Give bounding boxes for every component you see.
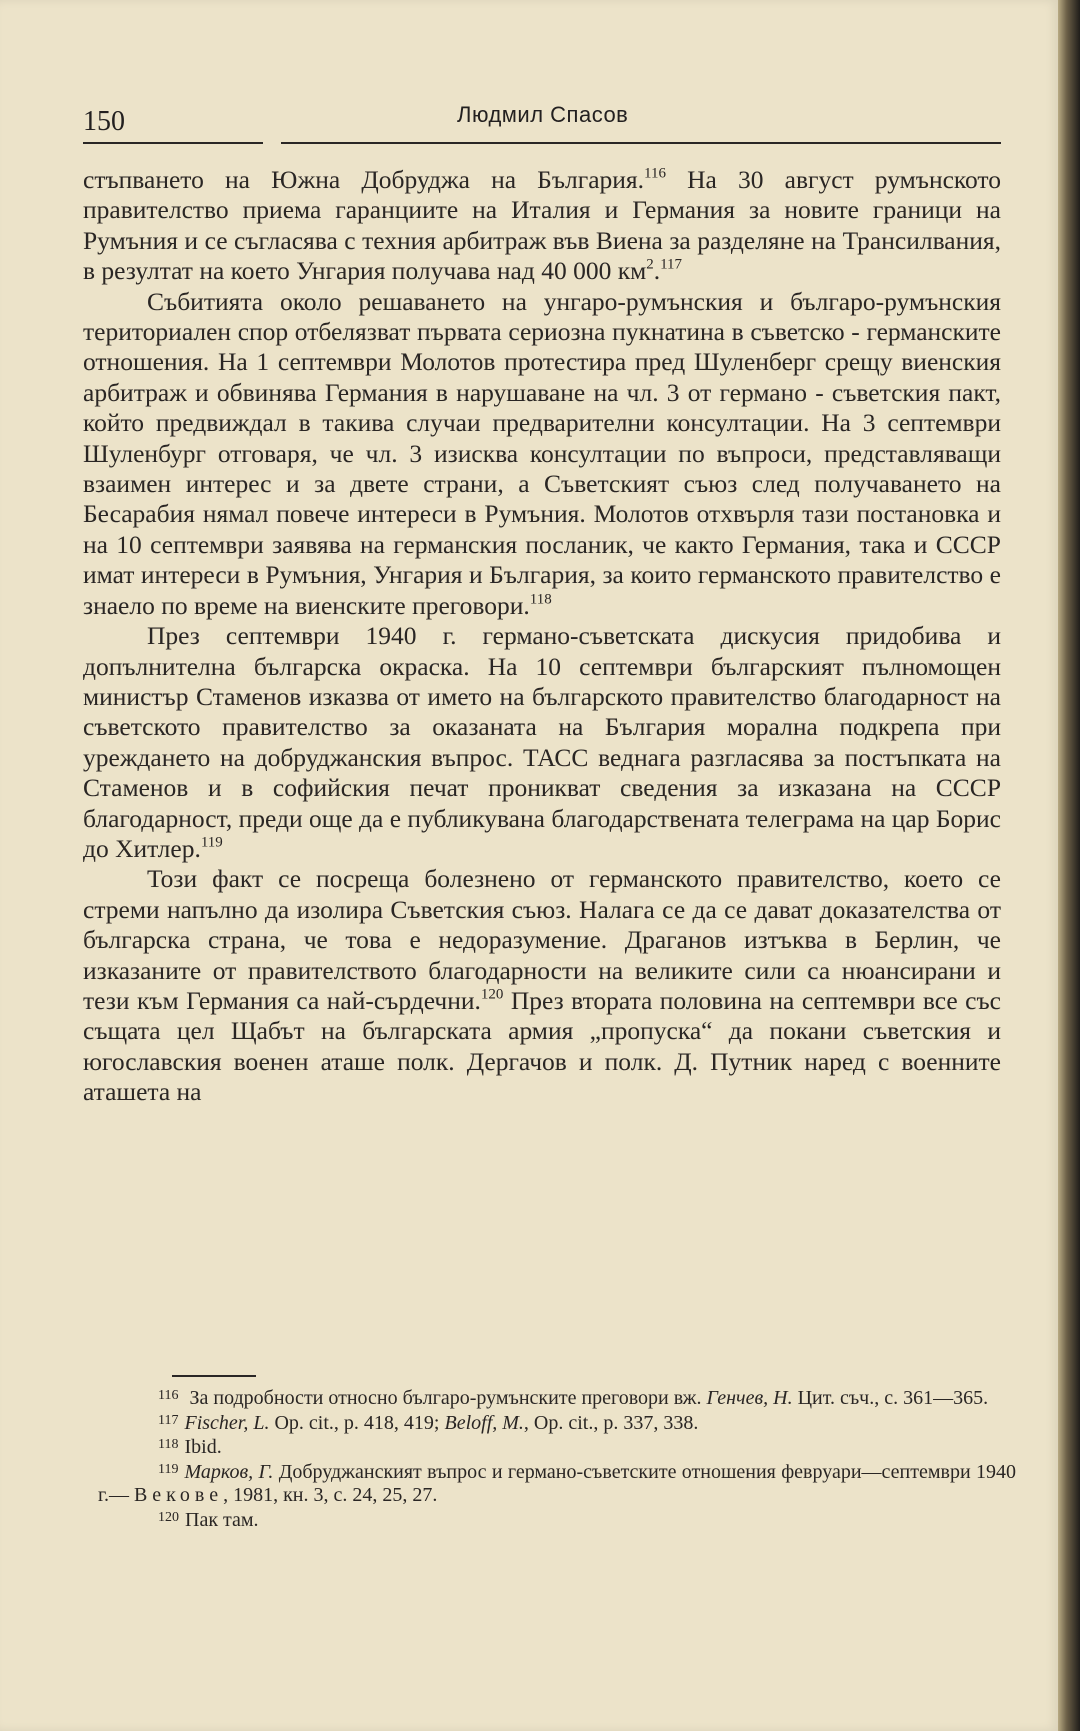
book-binding-edge [1058,0,1080,1731]
footnotes [98,1385,1016,1531]
footnote-text: Ibid. [184,1436,222,1459]
header-rule-right [281,142,1001,144]
footnote-author: Генчев, Н. [706,1386,793,1409]
page-number: 150 [83,106,125,137]
footnote-citation: Op. cit., p. 418, 419; [269,1411,445,1434]
paragraph-4 [83,864,1001,1107]
footnote-119 [98,1459,1016,1506]
footnote-ref-119: 119 [200,834,223,851]
paragraph-1-text-b: На 30 август румънското правителство приема гаранциите на Италия и Германия за новите граници на Румъния и се съгласява с техния арбитраж във Виена за разделяне на Трансилвания, в резултат на което Унгария получава над 40 000 км [83,165,1001,286]
footnote-number: 119 [158,1462,179,1478]
footnote-journal: Векове [133,1483,224,1506]
footnote-separator [172,1375,256,1377]
footnote-ref-116: 116 [644,165,666,182]
paragraph-2 [83,287,1001,621]
footnote-citation: , 1981, кн. 3, с. 24, 25, 27. [223,1483,438,1506]
footnote-120 [98,1507,1016,1532]
page-header [83,98,1001,148]
footnote-text: За подробности относно българо-румънските преговори вж. [184,1386,707,1409]
paragraph-1 [83,165,1001,287]
footnote-number: 118 [158,1437,179,1453]
footnote-116 [98,1385,1016,1410]
footnote-number: 116 [158,1388,179,1403]
footnote-ref-120: 120 [480,986,504,1003]
footnote-author: Beloff, M. [444,1411,524,1434]
footnote-118 [98,1434,1016,1459]
footnote-citation: Цит. съч., с. 361—365. [792,1386,989,1409]
footnote-author: Марков, Г. [184,1460,274,1483]
footnote-number: 120 [158,1509,179,1525]
paragraph-2-text: Събитията около решаването на унгаро-румънския и българо-румънския териториален спор отбелязват първата сериозна пукнатина в съветско - германските отношения. На 1 септември Молотов протестира пред Шуленберг срещу виенския арбитраж и обвинява Германия в нарушаване на чл. 3 от германо - съветския пакт, който предвиждал в такива случаи предварителни консултации. На 3 септември Шуленбург отговаря, че чл. 3 изисква консултации по въпроси, представляващи взаимен интерес и за двете страни, а Съветският съюз след получаването на Бесарабия нямал повече интереси в Румъния. Молотов отхвърля тази постановка и на 10 септември заявява на германския посланик, че както Германия, така и СССР имат интереси в Румъния, Унгария и България, за които германското правителство е знаело по време на виенските преговори. [83,286,1001,620]
paragraph-4-text-a: Този факт се посреща болезнено от германското правителство, което се стреми напълно да изолира Съветския съюз. Налага се да се дават доказателства от българска страна, че това е недоразумение. Драганов изтъква в Берлин, че изказаните от правителството благодарности на великите сили са нюансирани и тези към Германия са най-сърдечни. [83,864,1001,1015]
footnote-author: Fischer, L. [184,1411,270,1434]
footnote-text: Добруджанският въпрос и германо-съветските отношения февруари—септември 1940 г.— [98,1460,1016,1506]
paragraph-1-text-c: . [653,256,661,286]
running-head: Людмил Спасов [457,102,629,127]
paragraph-1-text-a: стъпването на Южна Добруджа на България. [83,165,645,194]
footnote-ref-118: 118 [529,591,552,608]
footnote-ref-117: 117 [660,256,683,273]
superscript-km2: 2 [646,256,654,273]
main-text [83,165,1001,1108]
footnote-citation: , Op. cit., p. 337, 338. [523,1411,699,1434]
paragraph-3 [83,621,1001,864]
footnote-text: Пак там. [185,1508,259,1531]
footnote-number: 117 [158,1412,179,1428]
header-rule-left [83,142,263,144]
footnote-117 [98,1410,1016,1435]
paragraph-3-text: През септември 1940 г. германо-съветската дискусия придобива и допълнителна българска окраска. На 10 септември българският пълномощен министър Стаменов изказва от името на българското правителство благодарност на съветското правителство за оказаната на България морална подкрепа при уреждането на добруджанския въпрос. ТАСС веднага разгласява за постъпката на Стаменов и в софийския печат проникват сведения за изказана на СССР благодарност, преди още да е публикувана благодарствената телеграма на цар Борис до Хитлер. [83,621,1001,863]
paragraph-4-text-b: През втората половина на септември все със същата цел Щабът на българската армия „пропуска“ да покани съветския и югославския военен аташе полк. Дергачов и полк. Д. Путник наред с военните аташета на [83,985,1002,1107]
